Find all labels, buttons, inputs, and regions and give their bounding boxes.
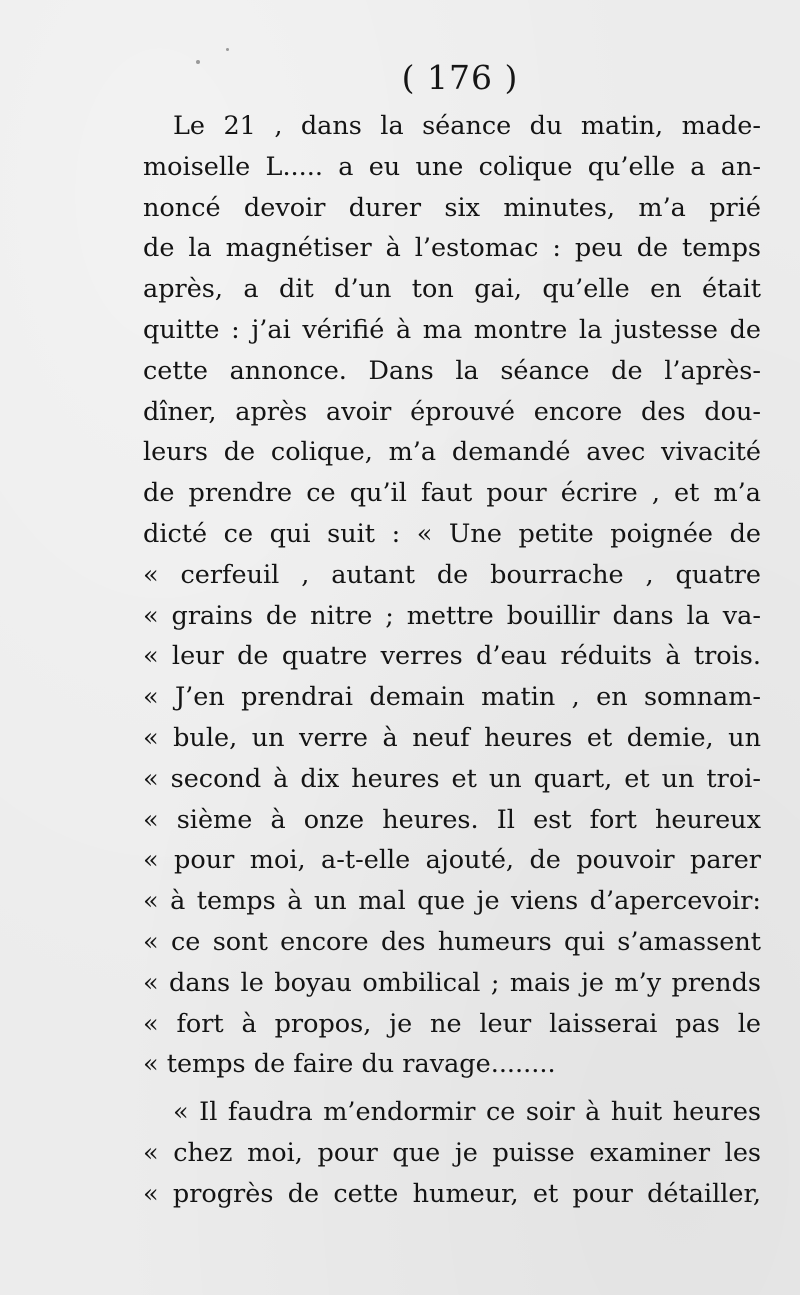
text-line: « sième à onze heures. Il est fort heureux <box>143 804 761 835</box>
text-line: de prendre ce qu’il faut pour écrire , et m’a <box>143 478 761 509</box>
text-line: « fort à propos, je ne leur laisserai pas le <box>143 1008 761 1039</box>
paper-speck <box>226 48 229 51</box>
body-text <box>143 106 761 1215</box>
text-line: « leur de quatre verres d’eau réduits à trois. <box>143 641 761 672</box>
text-line: quitte : j’ai vérifié à ma montre la justesse de <box>143 314 761 345</box>
text-line: cette annonce. Dans la séance de l’après- <box>143 355 761 386</box>
text-line: après, a dit d’un ton gai, qu’elle en était <box>143 274 761 305</box>
text-line: « bule, un verre à neuf heures et demie, un <box>143 722 761 753</box>
text-line: « pour moi, a-t-elle ajouté, de pouvoir parer <box>143 845 761 876</box>
text-line: « second à dix heures et un quart, et un troi- <box>143 763 761 794</box>
text-line: « ce sont encore des humeurs qui s’amassent <box>143 926 761 957</box>
text-line: « dans le boyau ombilical ; mais je m’y prends <box>143 967 761 998</box>
paragraph-1 <box>143 106 761 1085</box>
text-line: dîner, après avoir éprouvé encore des dou- <box>143 396 761 427</box>
page-number: ( 176 ) <box>401 58 519 97</box>
text-line: leurs de colique, m’a demandé avec vivacité <box>143 437 761 468</box>
text-line: « à temps à un mal que je viens d’apercevoir: <box>143 886 761 917</box>
text-line: « temps de faire du ravage........ <box>143 1049 556 1080</box>
text-line: « J’en prendrai demain matin , en somnam- <box>143 682 761 713</box>
paragraph-2 <box>143 1092 761 1214</box>
text-line: « chez moi, pour que je puisse examiner les <box>143 1137 761 1168</box>
text-line: « progrès de cette humeur, et pour détailler, <box>143 1178 761 1209</box>
text-line: moiselle L..... a eu une colique qu’elle a an- <box>143 151 761 182</box>
text-line: noncé devoir durer six minutes, m’a prié <box>143 192 761 223</box>
text-line: « cerfeuil , autant de bourrache , quatre <box>143 559 761 590</box>
text-line: dicté ce qui suit : « Une petite poignée de <box>143 518 761 549</box>
text-line: « grains de nitre ; mettre bouillir dans la va- <box>143 600 761 631</box>
text-line: « Il faudra m’endormir ce soir à huit heures <box>173 1097 761 1128</box>
text-line: de la magnétiser à l’estomac : peu de temps <box>143 233 761 264</box>
paragraph-gap <box>143 1085 761 1092</box>
text-line: Le 21 , dans la séance du matin, made- <box>173 111 761 141</box>
